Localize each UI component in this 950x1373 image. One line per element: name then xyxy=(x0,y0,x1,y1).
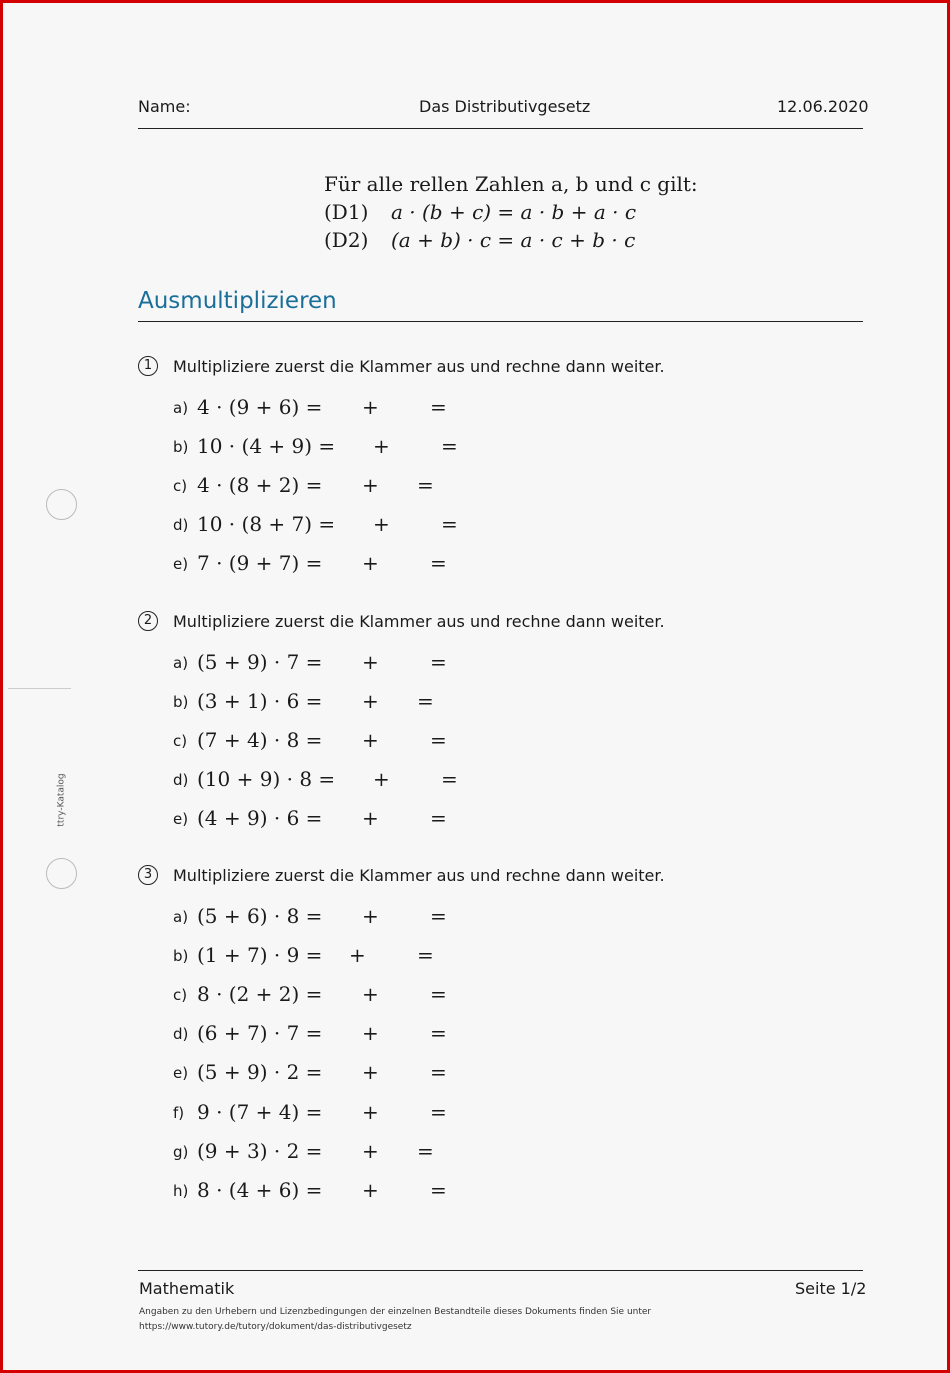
item-equals-sign: = xyxy=(430,1060,447,1085)
item-label: a) xyxy=(173,399,189,417)
task-instruction: Multipliziere zuerst die Klammer aus und rechne dann weiter. xyxy=(173,612,665,631)
item-equals-sign: = xyxy=(430,1099,447,1124)
item-label: e) xyxy=(173,810,189,829)
law-d2-tag: (D2) xyxy=(324,228,369,252)
item-expression: 10 · (4 + 9) = xyxy=(197,434,336,459)
intro-lead: Für alle rellen Zahlen a, b und c gilt: xyxy=(324,172,698,196)
item-plus-sign: + xyxy=(362,689,379,714)
item-label: g) xyxy=(173,1142,189,1161)
item-label: f) xyxy=(173,1103,185,1122)
item-equals-sign: = xyxy=(441,767,458,792)
item-expression: (5 + 9) · 2 = xyxy=(197,1060,323,1085)
item-label: e) xyxy=(173,1064,189,1083)
item-plus-sign: + xyxy=(362,551,379,576)
item-expression: (9 + 3) · 2 = xyxy=(197,1138,323,1163)
task-number: 3 xyxy=(138,865,158,885)
document-title: Das Distributivgesetz xyxy=(419,97,591,116)
item-plus-sign: + xyxy=(362,1138,379,1163)
item-equals-sign: = xyxy=(430,395,447,419)
header-rule xyxy=(138,128,863,129)
footer-rule xyxy=(138,1270,863,1271)
document-date: 12.06.2020 xyxy=(777,97,869,116)
item-expression: (3 + 1) · 6 = xyxy=(197,689,323,714)
section-rule xyxy=(138,321,863,322)
item-expression: 4 · (8 + 2) = xyxy=(197,473,323,498)
item-equals-sign: = xyxy=(417,1138,434,1163)
item-equals-sign: = xyxy=(430,982,447,1007)
item-plus-sign: + xyxy=(362,1021,379,1046)
item-plus-sign: + xyxy=(362,1060,379,1085)
task-instruction: Multipliziere zuerst die Klammer aus und rechne dann weiter. xyxy=(173,866,665,885)
punch-hole-top xyxy=(46,489,77,520)
item-label: b) xyxy=(173,693,189,712)
section-title: Ausmultiplizieren xyxy=(138,288,337,314)
punch-hole-bottom xyxy=(46,858,77,889)
item-label: a) xyxy=(173,908,189,926)
item-expression: (5 + 9) · 7 = xyxy=(197,650,323,674)
item-expression: (6 + 7) · 7 = xyxy=(197,1021,323,1046)
item-expression: (7 + 4) · 8 = xyxy=(197,728,323,753)
item-plus-sign: + xyxy=(362,806,379,831)
item-plus-sign: + xyxy=(349,943,366,968)
item-plus-sign: + xyxy=(362,650,379,674)
item-expression: 7 · (9 + 7) = xyxy=(197,551,323,576)
item-plus-sign: + xyxy=(373,512,390,537)
item-equals-sign: = xyxy=(441,434,458,459)
footer-note-line1: Angaben zu den Urhebern und Lizenzbedingungen der einzelnen Bestandteile dieses Dokuments finden Sie unter xyxy=(139,1307,652,1317)
item-equals-sign: = xyxy=(417,689,434,714)
item-label: d) xyxy=(173,1025,189,1044)
item-plus-sign: + xyxy=(362,395,379,419)
law-d1-formula: a · (b + c) = a · b + a · c xyxy=(391,200,637,224)
item-expression: 8 · (4 + 6) = xyxy=(197,1177,323,1202)
footer-subject: Mathematik xyxy=(139,1279,235,1298)
item-expression: 8 · (2 + 2) = xyxy=(197,982,323,1007)
side-label: ttry-Katalog xyxy=(56,773,67,827)
footer-note-line2[interactable]: https://www.tutory.de/tutory/dokument/das-distributivgesetz xyxy=(139,1322,412,1332)
item-equals-sign: = xyxy=(441,512,458,537)
law-d1-tag: (D1) xyxy=(324,200,369,224)
item-equals-sign: = xyxy=(417,943,434,968)
item-label: c) xyxy=(173,477,188,496)
item-label: b) xyxy=(173,438,189,457)
item-expression: (4 + 9) · 6 = xyxy=(197,806,323,831)
item-expression: 9 · (7 + 4) = xyxy=(197,1099,323,1124)
footer-page: Seite 1/2 xyxy=(795,1279,867,1298)
item-plus-sign: + xyxy=(362,728,379,753)
item-label: c) xyxy=(173,732,188,751)
item-equals-sign: = xyxy=(430,551,447,576)
item-plus-sign: + xyxy=(362,904,379,928)
item-equals-sign: = xyxy=(430,1177,447,1202)
item-equals-sign: = xyxy=(430,728,447,753)
fold-mark xyxy=(8,688,71,689)
item-expression: (10 + 9) · 8 = xyxy=(197,767,336,792)
item-equals-sign: = xyxy=(430,806,447,831)
item-label: c) xyxy=(173,986,188,1005)
item-label: h) xyxy=(173,1181,189,1200)
item-expression: 10 · (8 + 7) = xyxy=(197,512,336,537)
item-expression: (1 + 7) · 9 = xyxy=(197,943,323,968)
name-label: Name: xyxy=(138,97,191,116)
item-label: d) xyxy=(173,516,189,535)
item-label: a) xyxy=(173,654,189,672)
item-plus-sign: + xyxy=(373,767,390,792)
item-equals-sign: = xyxy=(430,904,447,928)
item-expression: 4 · (9 + 6) = xyxy=(197,395,323,419)
item-plus-sign: + xyxy=(362,1177,379,1202)
item-equals-sign: = xyxy=(417,473,434,498)
item-plus-sign: + xyxy=(362,473,379,498)
item-expression: (5 + 6) · 8 = xyxy=(197,904,323,928)
task-number: 2 xyxy=(138,611,158,631)
item-label: d) xyxy=(173,771,189,790)
item-plus-sign: + xyxy=(373,434,390,459)
task-instruction: Multipliziere zuerst die Klammer aus und rechne dann weiter. xyxy=(173,357,665,376)
item-equals-sign: = xyxy=(430,1021,447,1046)
task-number: 1 xyxy=(138,356,158,376)
item-label: e) xyxy=(173,555,189,574)
item-label: b) xyxy=(173,947,189,966)
law-d2-formula: (a + b) · c = a · c + b · c xyxy=(391,228,636,252)
item-plus-sign: + xyxy=(362,1099,379,1124)
item-plus-sign: + xyxy=(362,982,379,1007)
item-equals-sign: = xyxy=(430,650,447,674)
